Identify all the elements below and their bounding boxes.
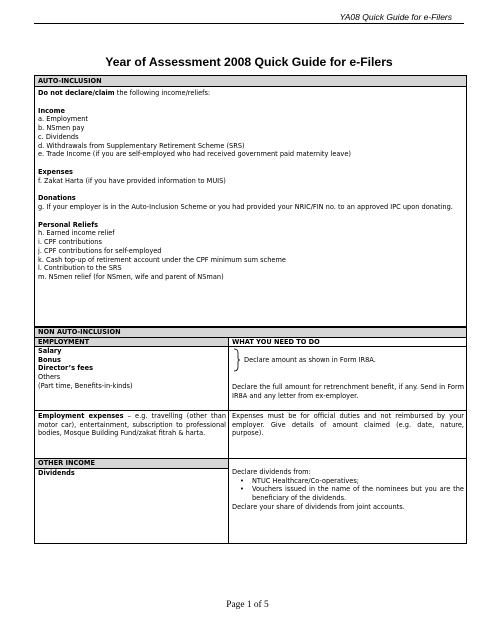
- intro-rest: the following income/reliefs:: [114, 89, 211, 97]
- non-auto-inclusion-heading: NON AUTO-INCLUSION: [35, 328, 466, 337]
- expenses-heading: Expenses: [38, 167, 73, 176]
- other-income-heading: OTHER INCOME: [35, 459, 228, 468]
- employment-expenses-bold: Employment expenses: [38, 412, 124, 420]
- relief-item: l. Contribution to the SRS: [38, 264, 122, 273]
- page-title: Year of Assessment 2008 Quick Guide for e-Filers: [105, 55, 393, 69]
- relief-item: h. Earned income relief: [38, 229, 115, 238]
- header-rule: [34, 23, 464, 24]
- auto-inclusion-section: [34, 75, 467, 327]
- dividends-label: Dividends: [38, 469, 75, 477]
- income-item: c. Dividends: [38, 132, 79, 141]
- page-number: Page 1 of 5: [226, 600, 269, 610]
- directors-fees-label: Director’s fees: [38, 364, 94, 373]
- bullet-item: [232, 477, 464, 486]
- employment-expenses-rest: – e.g. travelling (other than motor car), entertainment, subscription to professional bodies, Mosque Building Fund/zakat fitrah & harta.: [38, 412, 226, 438]
- brace-text: Declare amount as shown in Form IR8A.: [244, 356, 376, 364]
- expenses-item: f. Zakat Harta (if you have provided information to MUIS): [38, 176, 226, 185]
- employment-todo: [229, 347, 466, 400]
- auto-inclusion-heading: AUTO-INCLUSION: [35, 76, 466, 86]
- bullet-item: [232, 485, 464, 502]
- dividends-outro: Declare your share of dividends from joint accounts.: [232, 502, 405, 511]
- income-item: b. NSmen pay: [38, 124, 85, 133]
- bullet-text: NTUC Healthcare/Co-operatives;: [252, 476, 359, 485]
- employment-items: [35, 347, 228, 391]
- income-item: e. Trade Income (if you are self-employed who had received government paid maternity leave): [38, 150, 351, 159]
- brace-icon: [233, 348, 241, 372]
- intro-line: [38, 89, 464, 98]
- income-heading: Income: [38, 106, 65, 115]
- intro-bold: Do not declare/claim: [38, 89, 115, 97]
- running-header: YA08 Quick Guide for e-Filers: [339, 12, 452, 22]
- dividends-intro: Declare dividends from:: [232, 468, 311, 476]
- income-item: a. Employment: [38, 115, 89, 124]
- others-label: Others: [38, 373, 61, 382]
- employment-expenses-todo: Expenses must be for official duties and not reimbursed by your employer. Give details of amount claimed (e.g. date, nature, purpose).: [232, 412, 464, 438]
- auto-inclusion-body: [35, 89, 466, 282]
- donations-heading: Donations: [38, 194, 76, 203]
- salary-label: Salary: [38, 347, 62, 355]
- divider: [35, 410, 466, 411]
- column-divider: [228, 338, 229, 544]
- employment-column-heading: EMPLOYMENT: [35, 338, 228, 346]
- relief-item: j. CPF contributions for self-employed: [38, 246, 162, 255]
- bonus-label: Bonus: [38, 355, 61, 364]
- todo-column-heading: WHAT YOU NEED TO DO: [232, 338, 320, 346]
- relief-item: m. NSmen relief (for NSmen, wife and parent of NSman): [38, 272, 224, 281]
- bullet-text: Vouchers issued in the name of the nominees but you are the beneficiary of the dividends.: [252, 485, 464, 503]
- income-item: d. Withdrawals from Supplementary Retirement Scheme (SRS): [38, 141, 245, 150]
- relief-item: k. Cash top-up of retirement account under the CPF minimum sum scheme: [38, 255, 286, 264]
- bullet-icon: •: [240, 476, 244, 485]
- personal-reliefs-heading: Personal Reliefs: [38, 220, 99, 229]
- dividends-todo: [229, 468, 466, 512]
- non-auto-inclusion-table: [34, 327, 467, 544]
- others-detail: (Part time, Benefits-in-kinds): [38, 381, 133, 390]
- divider: [35, 86, 466, 87]
- employment-expenses-label: [35, 412, 228, 438]
- bullet-icon: •: [240, 485, 244, 494]
- retrenchment-text: Declare the full amount for retrenchment benefit, if any. Send in Form IR8A and any letter from ex-employer.: [232, 383, 464, 400]
- relief-item: i. CPF contributions: [38, 238, 102, 247]
- donations-item: g. If your employer is in the Auto-Inclusion Scheme or you had provided your NRIC/FIN no. to an approved IPC upon donating.: [38, 203, 453, 212]
